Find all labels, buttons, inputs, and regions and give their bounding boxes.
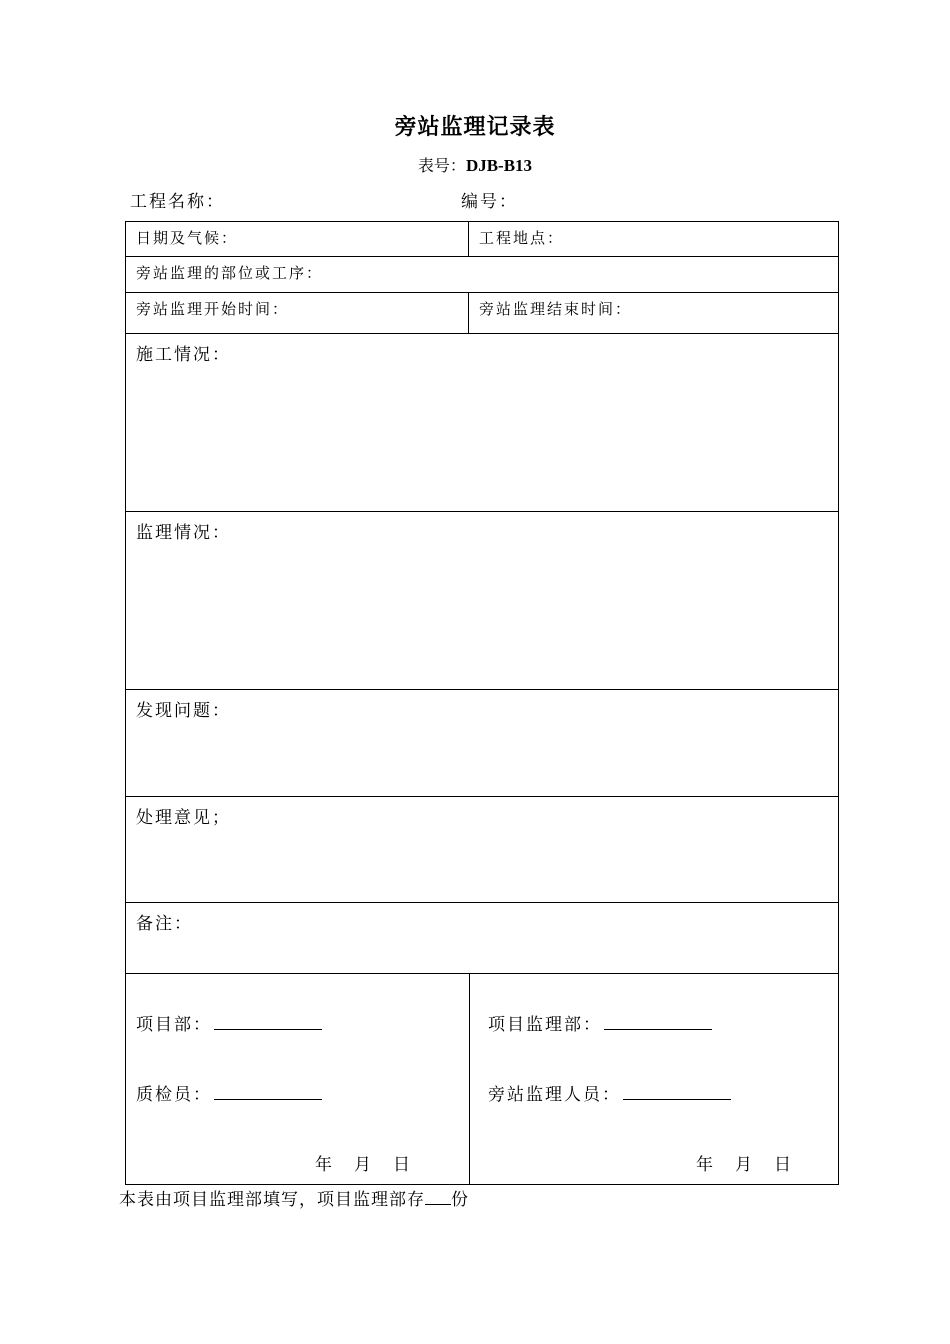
project-dept-sign xyxy=(136,1010,322,1035)
left-date-month: 月 xyxy=(354,1155,373,1175)
supervision-dept-sign xyxy=(488,1010,712,1035)
right-date-year: 年 xyxy=(696,1155,715,1175)
inspector-sign xyxy=(136,1080,322,1105)
start-time-label: 旁站监理开始时间： xyxy=(136,300,290,318)
project-location-cell[interactable] xyxy=(469,222,839,257)
form-number-label: 表号： xyxy=(417,156,466,175)
construction-cell[interactable] xyxy=(126,334,839,512)
left-date xyxy=(315,1150,432,1175)
problems-cell[interactable] xyxy=(126,690,839,797)
project-location-label: 工程地点： xyxy=(479,229,565,247)
project-dept-label: 项目部： xyxy=(136,1015,212,1035)
inspector-label: 质检员： xyxy=(136,1085,212,1105)
page-title: 旁站监理记录表 xyxy=(394,115,556,140)
right-date-month: 月 xyxy=(735,1155,754,1175)
right-date-day: 日 xyxy=(774,1155,793,1175)
end-time-label: 旁站监理结束时间： xyxy=(479,300,633,318)
left-date-year: 年 xyxy=(315,1155,334,1175)
site-supervisor-label: 旁站监理人员： xyxy=(488,1085,621,1105)
form-number-code: DJB-B13 xyxy=(465,156,533,175)
supervision-dept-label: 项目监理部： xyxy=(488,1015,602,1035)
right-date xyxy=(696,1150,813,1175)
remarks-label: 备注： xyxy=(136,914,193,934)
end-time-cell[interactable] xyxy=(469,293,839,334)
start-time-cell[interactable] xyxy=(126,293,469,334)
opinion-label: 处理意见； xyxy=(136,808,231,828)
date-weather-label: 日期及气候： xyxy=(136,229,239,247)
remarks-cell[interactable] xyxy=(126,903,839,974)
supervision-cell[interactable] xyxy=(126,512,839,690)
project-name-label: 工程名称： xyxy=(130,192,225,212)
site-supervisor-blank[interactable] xyxy=(623,1081,731,1100)
date-weather-cell[interactable] xyxy=(126,222,469,257)
inspector-blank[interactable] xyxy=(214,1081,322,1100)
problems-label: 发现问题： xyxy=(136,701,231,721)
copies-blank[interactable] xyxy=(425,1186,451,1205)
footer-unit: 份 xyxy=(451,1190,469,1210)
part-process-cell[interactable] xyxy=(126,257,839,293)
footer-text: 本表由项目监理部填写，项目监理部存 xyxy=(119,1190,425,1210)
supervisor-signature-cell xyxy=(470,974,839,1185)
supervision-label: 监理情况： xyxy=(136,523,231,543)
form-number xyxy=(0,153,950,176)
construction-label: 施工情况： xyxy=(136,345,231,365)
footer-note xyxy=(119,1185,469,1210)
contractor-signature-cell xyxy=(126,974,470,1185)
left-date-day: 日 xyxy=(393,1155,412,1175)
record-table xyxy=(125,221,839,1185)
serial-number-label: 编号： xyxy=(461,192,518,212)
site-supervisor-sign xyxy=(488,1080,731,1105)
opinion-cell[interactable] xyxy=(126,797,839,903)
project-dept-blank[interactable] xyxy=(214,1011,322,1030)
supervision-dept-blank[interactable] xyxy=(604,1011,712,1030)
part-process-label: 旁站监理的部位或工序： xyxy=(136,264,324,282)
